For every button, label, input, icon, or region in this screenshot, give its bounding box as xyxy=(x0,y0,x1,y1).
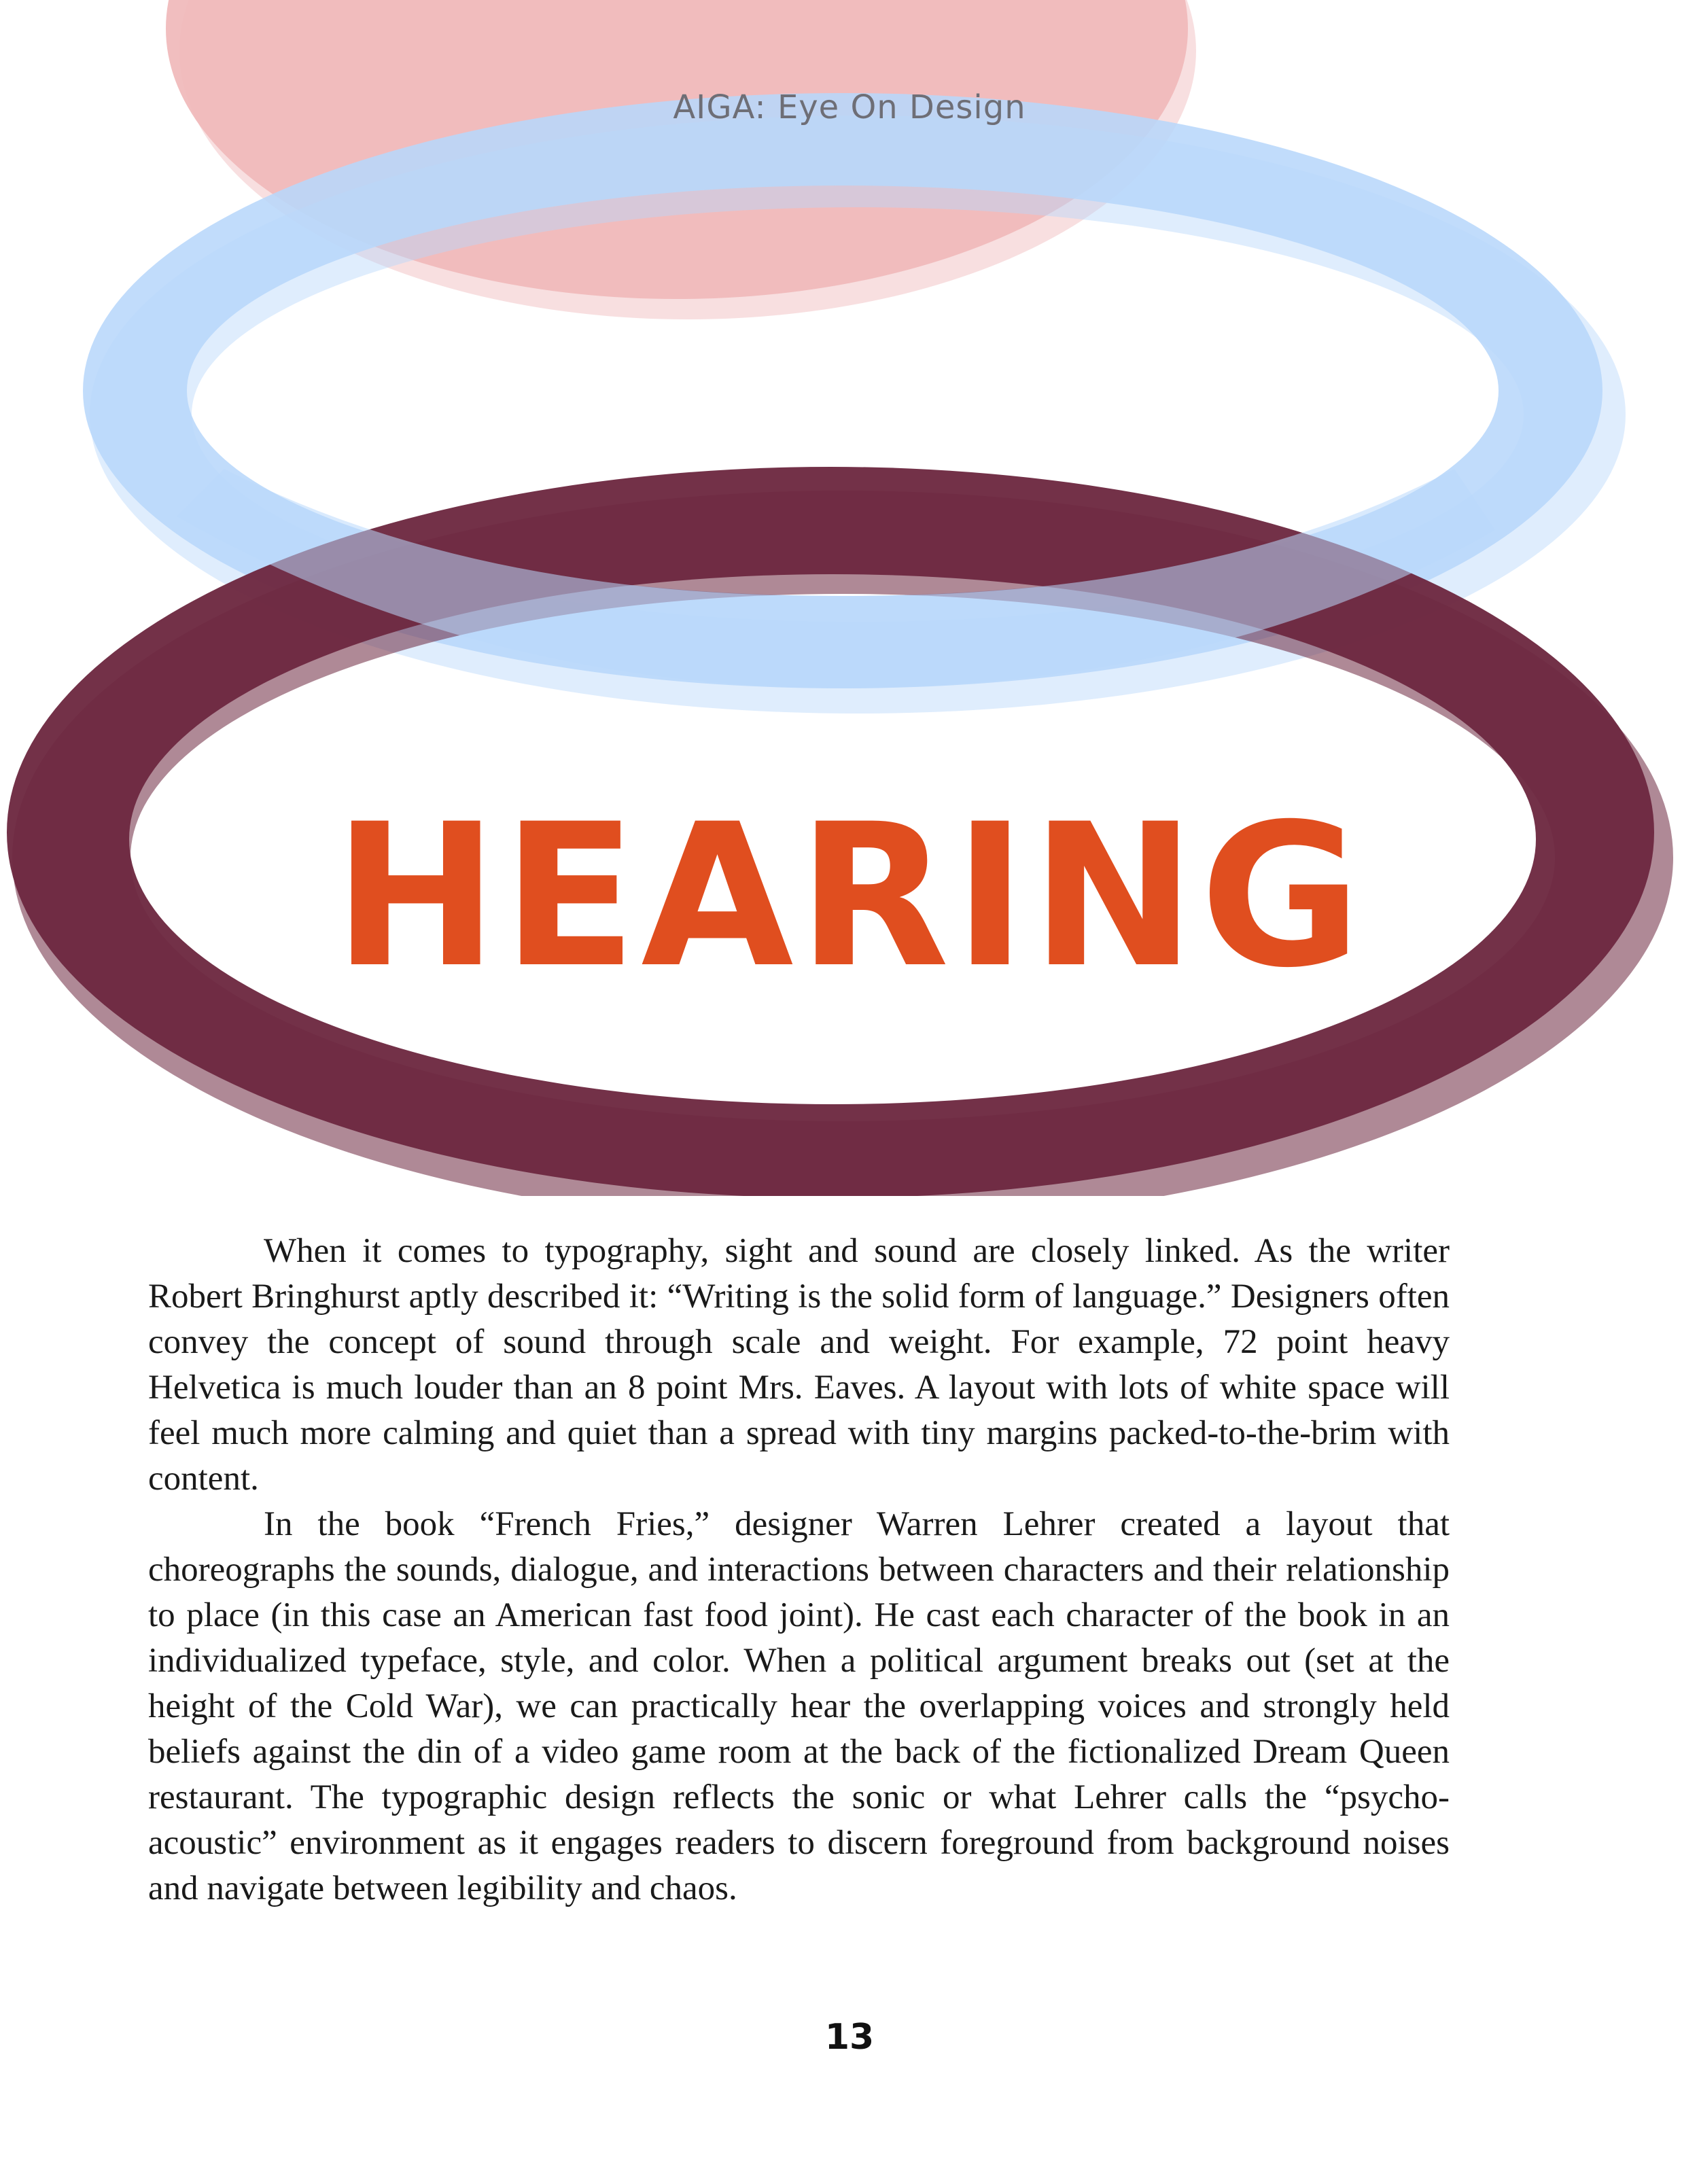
page-number: 13 xyxy=(824,2017,875,2058)
article-paragraph-2: In the book “French Fries,” designer Warren Lehrer created a layout that choreographs the sounds, dialogue, and interactions between characters and their relationship to place (in this case an American fast food joint). He cast each character of the book in an individualized typeface, style, and color. When a political argument breaks out (set at the height of the Cold War), we can practically hear the overlapping voices and strongly held beliefs against the din of a video game room at the back of the fictionalized Dream Queen restaurant. The typographic design reflects the sonic or what Lehrer calls the “psycho-acoustic” environment as it engages readers to discern foreground from background noises and navigate between legibility and chaos. xyxy=(148,1505,1450,1907)
article-paragraph-1: When it comes to typography, sight and sound are closely linked. As the writer Robert Bringhurst aptly described it: “Writing is the solid form of language.” Designers often convey the concept of sound through scale and weight. For example, 72 point heavy Helvetica is much louder than an 8 point Mrs. Eaves. A layout with lots of white space will feel much more calming and quiet than a spread with tiny margins packed-to-the-brim with content. xyxy=(148,1232,1450,1498)
article-title: HEARING xyxy=(333,782,1366,1011)
publication-header: AIGA: Eye On Design xyxy=(673,88,1026,126)
article-body xyxy=(148,1229,1450,1912)
